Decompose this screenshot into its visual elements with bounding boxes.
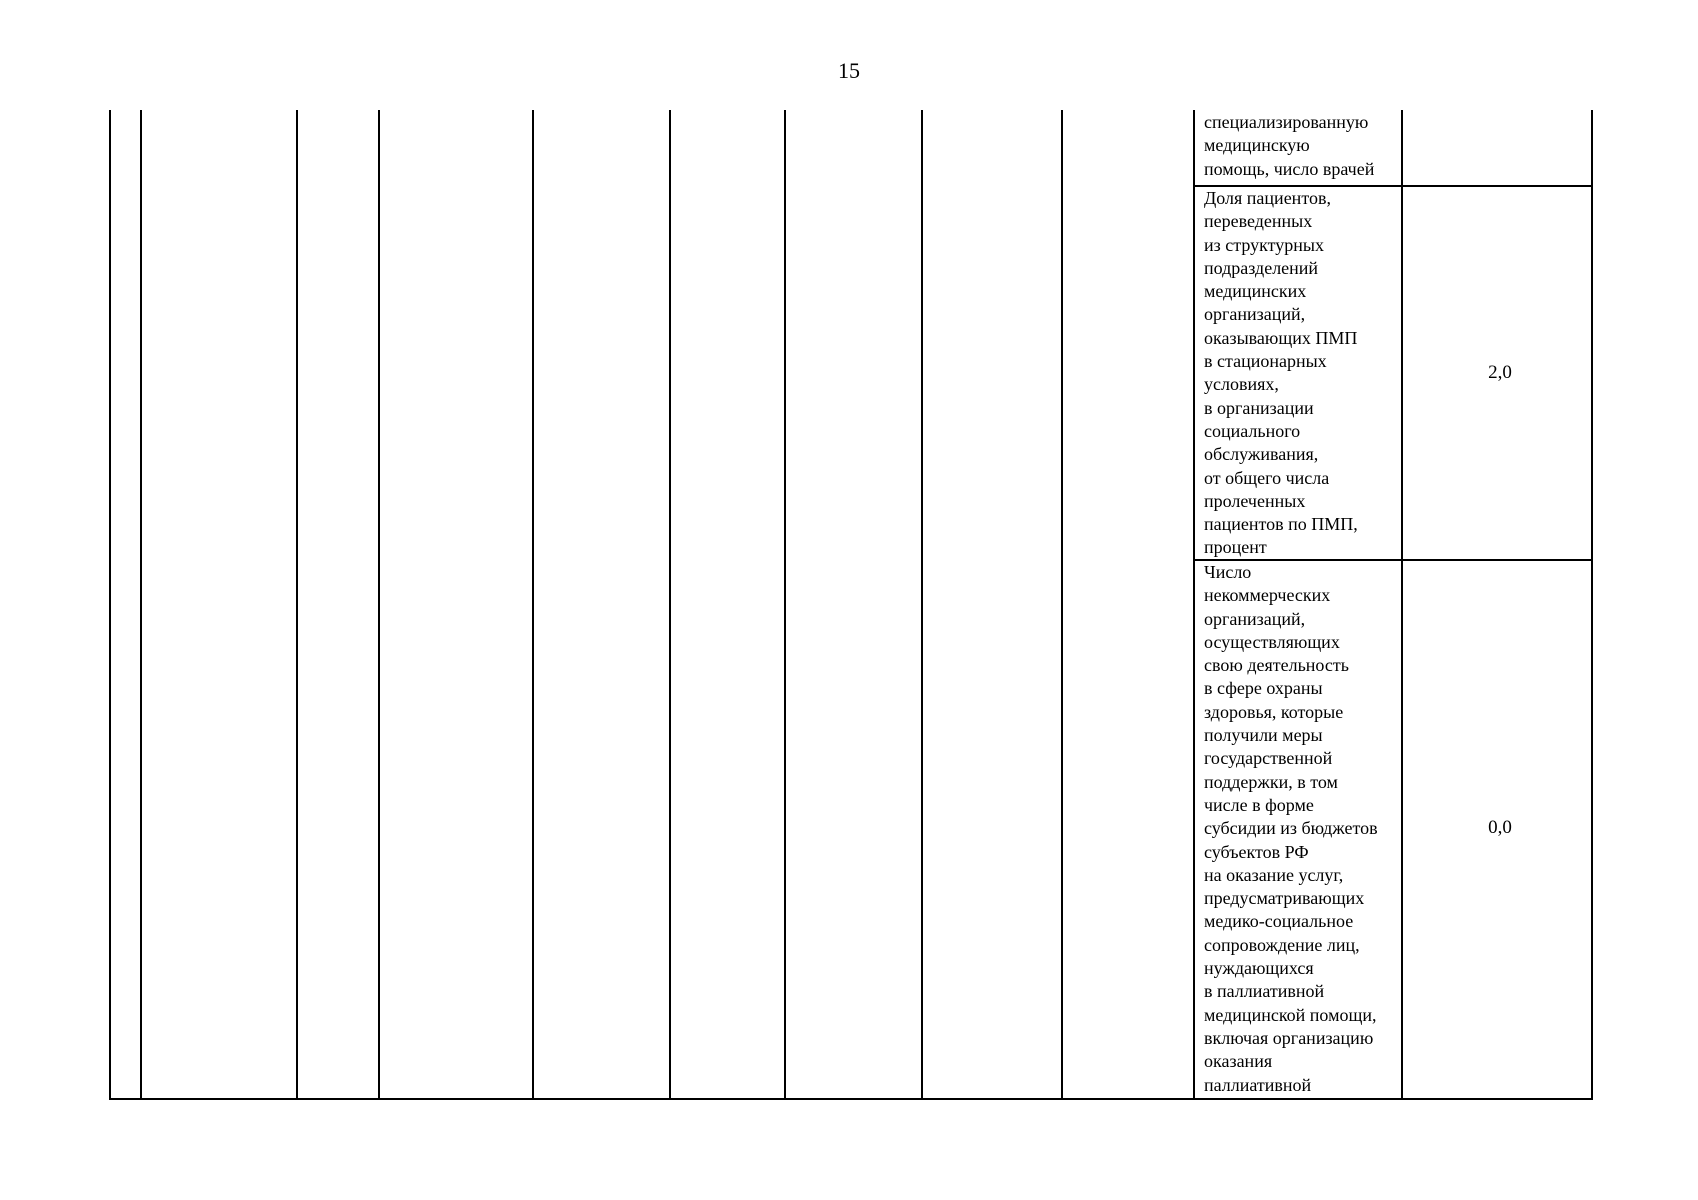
value-cell: 2,0 [1488, 362, 1512, 383]
value-cell: 0,0 [1488, 817, 1512, 838]
column-border [1591, 110, 1593, 1100]
indicator-cell: специализированную медицинскую помощь, число врачей [1204, 112, 1375, 179]
column-border [532, 110, 534, 1100]
column-border [378, 110, 380, 1100]
column-border [921, 110, 923, 1100]
column-border [296, 110, 298, 1100]
column-border [1061, 110, 1063, 1100]
indicator-cell: Доля пациентов, переведенных из структурных подразделений медицинских организаций, оказывающих ПМП в стационарных условиях, в организации социального обслуживания, от общего числа пролеченных пациентов по ПМП, процент [1204, 188, 1358, 558]
column-border [784, 110, 786, 1100]
column-border [109, 110, 111, 1100]
column-border [669, 110, 671, 1100]
column-border [1193, 110, 1195, 1100]
column-border [140, 110, 142, 1100]
page-number: 15 [838, 58, 860, 83]
table-bottom-border [109, 1098, 1593, 1100]
indicator-cell: Число некоммерческих организаций, осуществляющих свою деятельность в сфере охраны здоровья, которые получили меры государственной поддержки, в том числе в форме субсидии из бюджетов субъектов РФ на оказание услуг, предусматривающих медико-социальное сопровождение лиц, нуждающихся в паллиативной медицинской помощи, включая организацию оказания паллиативной [1204, 562, 1378, 1095]
